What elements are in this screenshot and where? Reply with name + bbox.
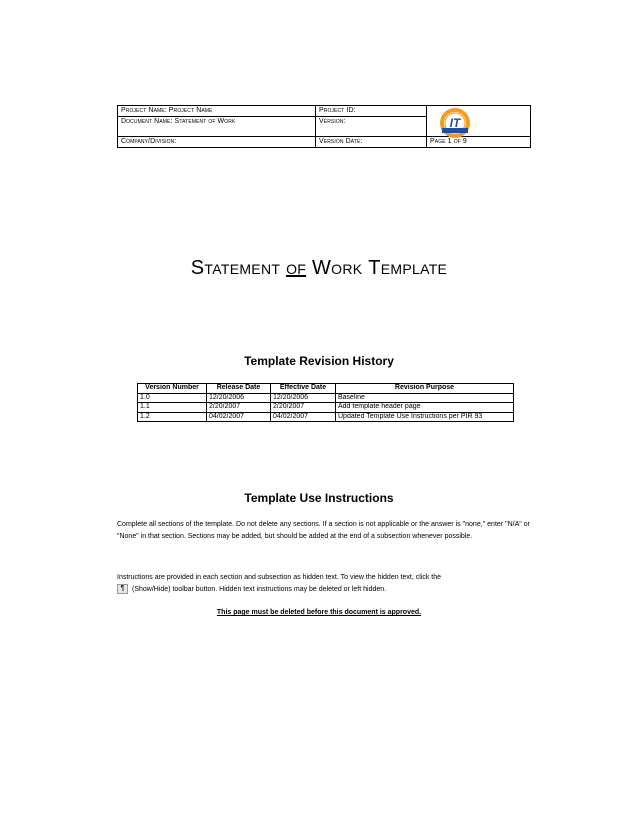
table-header-row [138, 384, 514, 394]
company-division-cell: Company/Division: [118, 137, 316, 148]
page-number-cell: Page 1 of 9 [427, 137, 531, 148]
project-id-cell: Project ID: [316, 106, 427, 117]
table-cell: 04/02/2007 [207, 412, 271, 422]
table-cell: 12/20/2006 [207, 393, 271, 403]
it-logo [436, 108, 474, 138]
title-word-template: Template [368, 257, 448, 279]
pilcrow-icon: ¶ [117, 584, 128, 594]
instructions-paragraph-2-start: Instructions are provided in each section and subsection as hidden text. To view the hidden text, click the [117, 574, 442, 581]
table-cell: Updated Template Use Instructions per PIR 93 [336, 412, 514, 422]
instructions-paragraph-2-end: (Show/Hide) toolbar button. Hidden text instructions may be deleted or left hidden. [132, 585, 387, 593]
title-word-statement: Statement [190, 257, 281, 279]
document-header-table [117, 105, 531, 148]
table-cell: 2/20/2007 [271, 403, 336, 413]
logo-text: IT [449, 116, 461, 130]
table-row [138, 393, 514, 403]
table-cell: 2/20/2007 [207, 403, 271, 413]
document-title [0, 257, 638, 280]
table-row [138, 412, 514, 422]
deletion-notice: This page must be deleted before this document is approved. [216, 609, 422, 616]
table-cell: 12/20/2006 [271, 393, 336, 403]
table-row [138, 403, 514, 413]
table-cell: 1.1 [138, 403, 207, 413]
column-header: Revision Purpose [336, 384, 514, 394]
document-name-cell: Document Name: Statement of Work [118, 117, 316, 137]
project-name-cell: Project Name: Project Name [118, 106, 316, 117]
revision-history-table [137, 383, 514, 422]
column-header: Release Date [207, 384, 271, 394]
version-cell: Version: [316, 117, 427, 137]
table-cell: 1.0 [138, 393, 207, 403]
title-word-work: Work [311, 257, 363, 279]
table-cell: 04/02/2007 [271, 412, 336, 422]
instructions-heading: Template Use Instructions [244, 491, 394, 505]
logo-cell [427, 106, 531, 137]
column-header: Effective Date [271, 384, 336, 394]
version-date-cell: Version Date: [316, 137, 427, 148]
table-cell: Add template header page [336, 403, 514, 413]
table-cell: 1.2 [138, 412, 207, 422]
title-word-of: of [286, 257, 307, 279]
column-header: Version Number [138, 384, 207, 394]
revision-history-heading: Template Revision History [244, 354, 394, 368]
table-cell: Baseline [336, 393, 514, 403]
instructions-paragraph-1: Complete all sections of the template. Do not delete any sections. If a section is not applicable or the answer is "none," enter "N/A" or "None" in that section. Sections may be added, but should be added at the end of a subsection whenever possible. [117, 521, 530, 540]
instructions-paragraph-2 [117, 572, 530, 595]
